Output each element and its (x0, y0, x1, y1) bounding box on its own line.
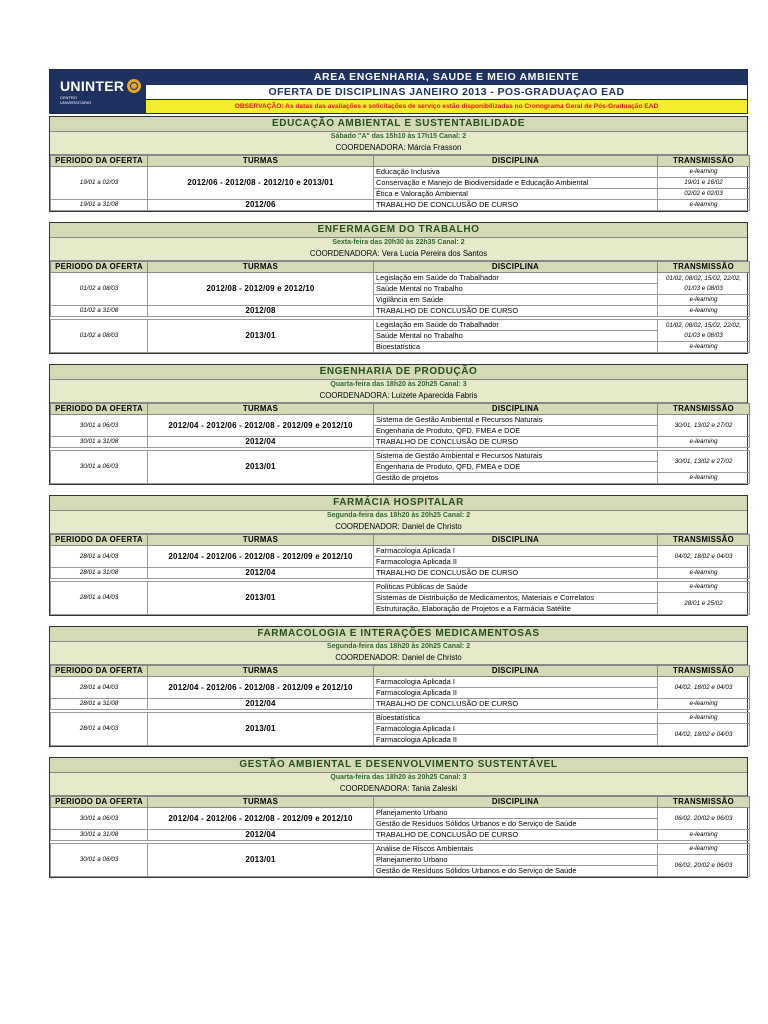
discipline-name: Ética e Valoração Ambiental (374, 189, 658, 200)
transmission-dates: 30/01, 13/02 e 27/02 (658, 415, 750, 437)
course-section (49, 495, 748, 616)
transmission-dates: e-learning (658, 699, 750, 710)
header-disciplina: DISCIPLINA (374, 535, 658, 546)
discipline-name: Gestão de projetos (374, 473, 658, 484)
discipline-name: Políticas Públicas de Saúde (374, 582, 658, 593)
table-row (51, 437, 750, 448)
section-title: ENFERMAGEM DO TRABALHO (50, 223, 747, 238)
discipline-name: Estruturação, Elaboração de Projetos e a Farmácia Satélite (374, 604, 658, 615)
transmission-dates: 01/02, 08/02, 15/02, 22/02, 01/03 e 08/03 (658, 273, 750, 295)
offer-classes: 2013/01 (148, 320, 374, 353)
discipline-name: TRABALHO DE CONCLUSÃO DE CURSO (374, 699, 658, 710)
header-turmas: TURMAS (148, 797, 374, 808)
offer-period: 19/01 a 02/03 (51, 167, 148, 200)
table-header-row (51, 666, 750, 677)
transmission-dates: e-learning (658, 306, 750, 317)
transmission-dates: e-learning (658, 473, 750, 484)
offer-classes: 2013/01 (148, 844, 374, 877)
discipline-name: Análise de Riscos Ambientais (374, 844, 658, 855)
table-row (51, 167, 750, 178)
area-title: AREA ENGENHARIA, SAUDE E MEIO AMBIENTE (146, 70, 747, 85)
table-row (51, 713, 750, 724)
header-periodo: PERIODO DA OFERTA (51, 156, 148, 167)
course-sections (49, 116, 748, 878)
section-title: GESTÃO AMBIENTAL E DESENVOLVIMENTO SUSTENTÁVEL (50, 758, 747, 773)
discipline-name: TRABALHO DE CONCLUSÃO DE CURSO (374, 830, 658, 841)
offer-classes: 2013/01 (148, 582, 374, 615)
discipline-name: Farmacologia Aplicada II (374, 557, 658, 568)
transmission-dates: 01/02, 08/02, 15/02, 22/02, 01/03 e 08/03 (658, 320, 750, 342)
table-row (51, 677, 750, 688)
offer-table (50, 261, 750, 353)
discipline-name: Bioestatística (374, 713, 658, 724)
course-section (49, 222, 748, 354)
table-row (51, 451, 750, 462)
discipline-name: Farmacologia Aplicada II (374, 688, 658, 699)
table-row (51, 830, 750, 841)
header-turmas: TURMAS (148, 666, 374, 677)
transmission-dates: e-learning (658, 568, 750, 579)
logo-subtitle: CENTRO UNIVERSITÁRIO (60, 95, 92, 105)
table-header-row (51, 535, 750, 546)
transmission-dates: 06/02, 20/02 e 06/03 (658, 808, 750, 830)
offer-period: 28/01 a 31/08 (51, 568, 148, 579)
transmission-dates: 04/02, 18/02 e 04/03 (658, 546, 750, 568)
discipline-name: Engenharia de Produto, QFD, FMEA e DOE (374, 426, 658, 437)
header-disciplina: DISCIPLINA (374, 797, 658, 808)
discipline-name: Conservação e Manejo de Biodiversidade e Educação Ambiental (374, 178, 658, 189)
offer-period: 30/01 a 31/08 (51, 830, 148, 841)
offer-classes: 2012/08 (148, 306, 374, 317)
table-header-row (51, 404, 750, 415)
offer-period: 01/02 a 08/03 (51, 320, 148, 353)
offer-classes: 2013/01 (148, 713, 374, 746)
header-transmissao: TRANSMISSÃO (658, 404, 750, 415)
table-row (51, 808, 750, 819)
offer-period: 28/01 a 04/03 (51, 713, 148, 746)
table-row (51, 306, 750, 317)
table-row (51, 415, 750, 426)
transmission-dates: 04/02, 18/02 e 04/03 (658, 724, 750, 746)
section-coordinator: COORDENADOR: Daniel de Christo (335, 522, 462, 531)
section-coordinator: COORDENADORA: Tania Zaleski (339, 784, 458, 793)
transmission-dates: 06/02, 20/02 e 06/03 (658, 855, 750, 877)
uninter-logo (50, 70, 146, 113)
offer-classes: 2012/04 - 2012/06 - 2012/08 - 2012/09 e 2012/10 (148, 415, 374, 437)
offer-period: 30/01 a 06/03 (51, 415, 148, 437)
transmission-dates: 30/01, 13/02 e 27/02 (658, 451, 750, 473)
header-disciplina: DISCIPLINA (374, 666, 658, 677)
offer-period: 01/02 a 08/03 (51, 273, 148, 306)
offer-period: 28/01 a 04/03 (51, 582, 148, 615)
section-title: ENGENHARIA DE PRODUÇÃO (50, 365, 747, 380)
offer-classes: 2012/06 (148, 200, 374, 211)
offer-classes: 2012/04 (148, 437, 374, 448)
offer-title: OFERTA DE DISCIPLINAS JANEIRO 2013 - POS-GRADUAÇAO EAD (146, 85, 747, 100)
discipline-name: Vigilância em Saúde (374, 295, 658, 306)
section-coordinator: COORDENADOR: Daniel de Christo (335, 653, 462, 662)
logo-wordmark: UNINTER (60, 78, 125, 94)
course-section (49, 364, 748, 485)
discipline-name: Engenharia de Produto, QFD, FMEA e DOE (374, 462, 658, 473)
header-disciplina: DISCIPLINA (374, 262, 658, 273)
header-periodo: PERIODO DA OFERTA (51, 535, 148, 546)
course-section (49, 626, 748, 747)
transmission-dates: 28/01 e 25/02 (658, 593, 750, 615)
discipline-name: Gestão de Resíduos Sólidos Urbanos e do Serviço de Saúde (374, 819, 658, 830)
offer-classes: 2012/04 (148, 830, 374, 841)
header-transmissao: TRANSMISSÃO (658, 262, 750, 273)
transmission-dates: e-learning (658, 200, 750, 211)
offer-period: 28/01 a 04/03 (51, 677, 148, 699)
discipline-name: Farmacologia Aplicada I (374, 546, 658, 557)
transmission-dates: e-learning (658, 582, 750, 593)
discipline-name: TRABALHO DE CONCLUSÃO DE CURSO (374, 568, 658, 579)
transmission-dates: 19/01 e 16/02 (658, 178, 750, 189)
table-row (51, 844, 750, 855)
discipline-name: Gestão de Resíduos Sólidos Urbanos e do Serviço de Saúde (374, 866, 658, 877)
observation-notice: OBSERVAÇÃO: As datas das avaliações e solicitações de serviço estão disponibilizadas no Cronograma Geral de Pós-Graduação EAD (146, 100, 747, 113)
offer-classes: 2012/08 - 2012/09 e 2012/10 (148, 273, 374, 306)
header-periodo: PERIODO DA OFERTA (51, 262, 148, 273)
offer-table (50, 155, 750, 211)
section-schedule: Segunda-feira das 18h20 às 20h25 Canal: 2 (326, 643, 471, 650)
discipline-name: Legislação em Saúde do Trabalhador (374, 273, 658, 284)
transmission-dates: 04/02, 18/02 e 04/03 (658, 677, 750, 699)
discipline-name: Planejamento Urbano (374, 808, 658, 819)
section-coordinator: COORDENADORA: Luizete Aparecida Fabris (319, 391, 478, 400)
header-disciplina: DISCIPLINA (374, 156, 658, 167)
section-schedule: Sexta-feira das 20h30 às 22h35 Canal: 2 (332, 239, 465, 246)
transmission-dates: e-learning (658, 713, 750, 724)
offer-classes: 2013/01 (148, 451, 374, 484)
section-title: FARMACOLOGIA E INTERAÇÕES MEDICAMENTOSAS (50, 627, 747, 642)
section-title: EDUCAÇÃO AMBIENTAL E SUSTENTABILIDADE (50, 117, 747, 132)
table-header-row (51, 797, 750, 808)
discipline-name: TRABALHO DE CONCLUSÃO DE CURSO (374, 437, 658, 448)
transmission-dates: e-learning (658, 844, 750, 855)
offer-period: 30/01 a 31/08 (51, 437, 148, 448)
transmission-dates: e-learning (658, 167, 750, 178)
header-turmas: TURMAS (148, 535, 374, 546)
table-row (51, 273, 750, 284)
offer-period: 30/01 a 06/03 (51, 844, 148, 877)
offer-period: 01/02 a 31/08 (51, 306, 148, 317)
transmission-dates: e-learning (658, 295, 750, 306)
offer-classes: 2012/04 - 2012/06 - 2012/08 - 2012/09 e 2012/10 (148, 546, 374, 568)
table-row (51, 568, 750, 579)
discipline-name: TRABALHO DE CONCLUSÃO DE CURSO (374, 200, 658, 211)
header-transmissao: TRANSMISSÃO (658, 535, 750, 546)
discipline-name: Farmacologia Aplicada II (374, 735, 658, 746)
offer-table (50, 796, 750, 877)
offer-table (50, 534, 750, 615)
header-disciplina: DISCIPLINA (374, 404, 658, 415)
section-coordinator: COORDENADORA: Márcia Frasson (335, 143, 462, 152)
discipline-name: Saúde Mental no Trabalho (374, 331, 658, 342)
table-row (51, 546, 750, 557)
transmission-dates: 02/02 e 02/03 (658, 189, 750, 200)
transmission-dates: e-learning (658, 437, 750, 448)
transmission-dates: e-learning (658, 342, 750, 353)
discipline-name: Sistema de Gestão Ambiental e Recursos Naturais (374, 415, 658, 426)
document-header (49, 69, 748, 114)
header-periodo: PERIODO DA OFERTA (51, 666, 148, 677)
section-schedule: Quarta-feira das 18h20 às 20h25 Canal: 3 (330, 381, 467, 388)
offer-period: 28/01 a 31/08 (51, 699, 148, 710)
discipline-name: Bioestatística (374, 342, 658, 353)
offer-classes: 2012/04 (148, 568, 374, 579)
offer-period: 19/01 a 31/08 (51, 200, 148, 211)
offer-classes: 2012/06 - 2012/08 - 2012/10 e 2013/01 (148, 167, 374, 200)
course-section (49, 116, 748, 212)
header-periodo: PERIODO DA OFERTA (51, 404, 148, 415)
offer-table (50, 665, 750, 746)
section-coordinator: COORDENADORA: Vera Lucia Pereira dos Santos (309, 249, 488, 258)
table-row (51, 699, 750, 710)
header-transmissao: TRANSMISSÃO (658, 797, 750, 808)
transmission-dates: e-learning (658, 830, 750, 841)
header-turmas: TURMAS (148, 262, 374, 273)
offer-classes: 2012/04 - 2012/06 - 2012/08 - 2012/09 e 2012/10 (148, 677, 374, 699)
section-schedule: Sábado "A" das 15h10 às 17h15 Canal: 2 (330, 133, 467, 140)
offer-classes: 2012/04 - 2012/06 - 2012/08 - 2012/09 e 2012/10 (148, 808, 374, 830)
discipline-name: TRABALHO DE CONCLUSÃO DE CURSO (374, 306, 658, 317)
section-title: FARMÁCIA HOSPITALAR (50, 496, 747, 511)
discipline-name: Sistema de Gestão Ambiental e Recursos Naturais (374, 451, 658, 462)
discipline-name: Educação Inclusiva (374, 167, 658, 178)
course-section (49, 757, 748, 878)
discipline-name: Legislação em Saúde do Trabalhador (374, 320, 658, 331)
offer-period: 30/01 a 06/03 (51, 808, 148, 830)
table-row (51, 320, 750, 331)
offer-period: 30/01 a 06/03 (51, 451, 148, 484)
table-row (51, 200, 750, 211)
offer-table (50, 403, 750, 484)
header-periodo: PERIODO DA OFERTA (51, 797, 148, 808)
header-turmas: TURMAS (148, 156, 374, 167)
offer-document (49, 69, 748, 888)
section-schedule: Quarta-feira das 18h20 às 20h25 Canal: 3 (330, 774, 467, 781)
discipline-name: Planejamento Urbano (374, 855, 658, 866)
table-header-row (51, 156, 750, 167)
offer-period: 28/01 a 04/03 (51, 546, 148, 568)
table-header-row (51, 262, 750, 273)
discipline-name: Saúde Mental no Trabalho (374, 284, 658, 295)
globe-icon (127, 79, 141, 93)
header-transmissao: TRANSMISSÃO (658, 156, 750, 167)
table-row (51, 582, 750, 593)
discipline-name: Sistemas de Distribuição de Medicamentos, Materiais e Correlatos (374, 593, 658, 604)
discipline-name: Farmacologia Aplicada I (374, 677, 658, 688)
header-turmas: TURMAS (148, 404, 374, 415)
discipline-name: Farmacologia Aplicada I (374, 724, 658, 735)
header-transmissao: TRANSMISSÃO (658, 666, 750, 677)
offer-classes: 2012/04 (148, 699, 374, 710)
section-schedule: Segunda-feira das 18h20 às 20h25 Canal: 2 (326, 512, 471, 519)
